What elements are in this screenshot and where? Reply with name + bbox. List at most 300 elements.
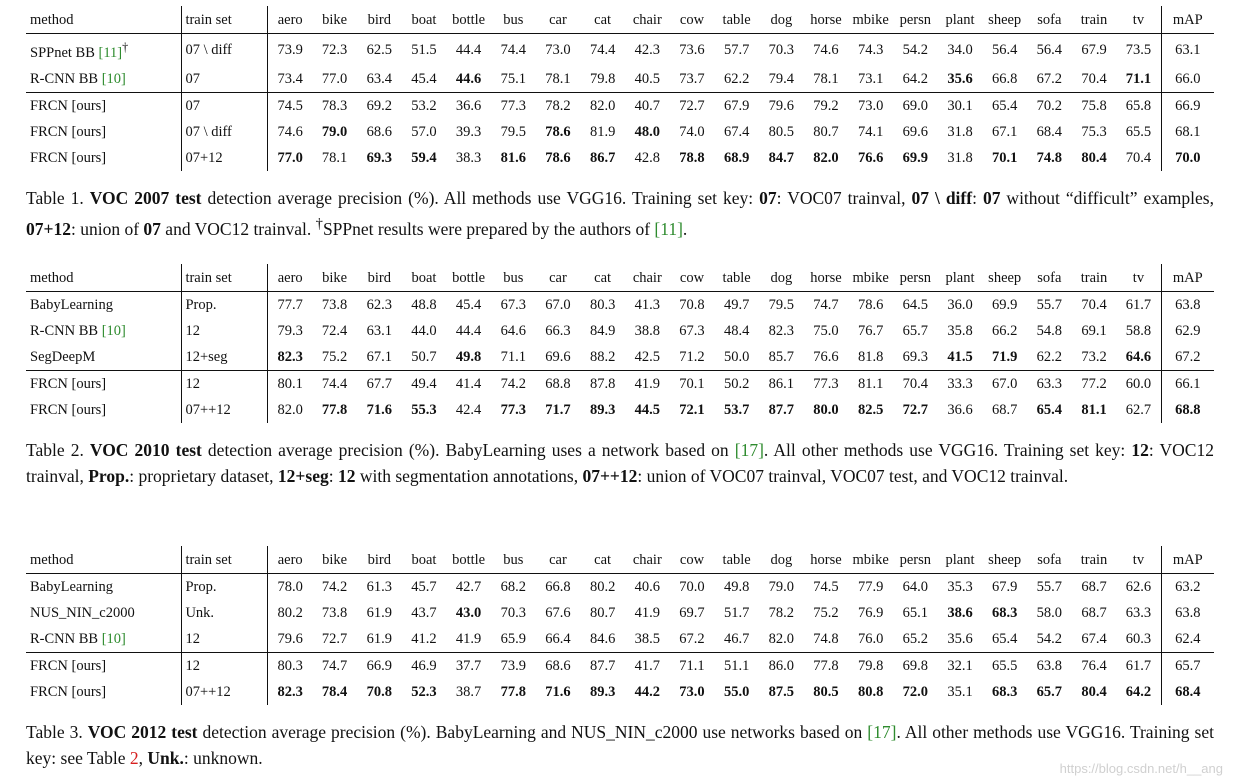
value-cell: 81.1 [1081,402,1107,418]
value-cell: 31.8 [947,123,973,140]
value-cell: 71.1 [670,653,715,680]
value-cell: 67.3 [679,323,705,339]
train-set-cell: 07 [182,66,268,93]
value-cell: 39.3 [455,123,482,140]
value-cell: 87.7 [768,402,794,418]
column-header: cow [670,264,715,292]
value-cell: 41.4 [446,371,491,398]
value-cell: 80.3 [268,653,313,680]
value-cell: 84.9 [589,323,616,339]
value-cell: 66.9 [357,653,402,680]
value-cell: 51.5 [411,41,437,58]
column-header: bike [312,264,357,292]
value-cell: 38.8 [634,323,660,339]
value-cell: 79.6 [759,92,804,119]
value-cell: 74.8 [1036,149,1063,166]
watermark: https://blog.csdn.net/h__ang [1059,761,1223,776]
column-header: aero [268,6,313,34]
citation-link[interactable]: [17] [867,722,897,742]
value-cell: 40.5 [634,70,660,87]
value-cell: 87.5 [768,684,794,700]
value-cell: 56.4 [1036,41,1063,58]
value-cell: 64.2 [902,70,929,87]
value-cell: 77.7 [277,297,303,313]
value-cell: 72.1 [679,402,705,418]
value-cell: 62.4 [1161,626,1214,653]
value-cell: 75.0 [813,323,839,339]
value-cell: 80.2 [277,605,303,621]
value-cell: 72.3 [321,41,348,58]
value-cell: 55.7 [1036,579,1063,595]
value-cell: 38.5 [634,631,660,647]
value-cell: 69.6 [545,349,571,365]
value-cell: 79.0 [321,123,348,140]
value-cell: 37.7 [446,653,491,680]
value-cell: 62.5 [366,41,392,58]
table-2-block [26,264,1214,489]
column-header: bird [357,546,402,574]
value-cell: 74.1 [857,123,884,140]
column-header: tv [1116,264,1161,292]
value-cell: 41.9 [634,605,660,621]
value-cell: 61.7 [1116,653,1161,680]
value-cell: 67.9 [714,92,759,119]
value-cell: 48.0 [634,123,660,140]
value-cell: 74.7 [813,297,839,313]
value-cell: 70.4 [1081,297,1107,313]
value-cell: 73.1 [857,70,884,87]
value-cell: 69.2 [357,92,402,119]
value-cell: 65.1 [902,605,929,621]
table-3 [26,546,1214,705]
value-cell: 44.0 [411,323,437,339]
value-cell: 70.4 [1125,149,1152,166]
train-set-cell: Unk. [182,600,268,626]
value-cell: 35.1 [947,684,973,700]
column-header: bird [357,264,402,292]
value-cell: 80.1 [268,371,313,398]
value-cell: 78.1 [813,70,839,87]
value-cell: 38.6 [947,605,973,621]
column-header: train set [182,546,268,574]
value-cell: 68.7 [1081,579,1107,595]
value-cell: 80.4 [1081,149,1107,166]
value-cell: 44.2 [634,684,660,700]
citation-link[interactable]: [10] [101,70,126,87]
header-row [26,264,1214,292]
value-cell: 49.8 [723,579,750,595]
table-row [26,92,1214,119]
value-cell: 77.0 [277,149,303,166]
value-cell: 78.8 [679,149,705,166]
citation-link[interactable]: [11] [654,218,683,239]
value-cell: 48.8 [411,297,437,313]
value-cell: 70.8 [366,684,392,700]
train-set-cell: 07+12 [182,145,268,171]
value-cell: 49.8 [455,349,482,365]
value-cell: 67.0 [545,297,571,313]
column-header: horse [804,6,849,34]
value-cell: 69.3 [902,349,929,365]
value-cell: 86.7 [589,149,616,166]
header-row [26,6,1214,34]
column-header: bottle [446,6,491,34]
table-1-caption: Table 1. VOC 2007 test detection average precision (%). All methods use VGG16. Training set key: 07: VOC07 trainval, 07 \ diff: 07 without “difficult” examples, 07+12: union of 07 and VOC12 trainval. †SPPnet results were prepared by the authors of [11]. [26,187,1214,239]
value-cell: 67.9 [991,579,1018,595]
column-header: boat [402,6,447,34]
value-cell: 68.7 [1081,605,1107,621]
column-header: sheep [982,6,1027,34]
value-cell: 77.9 [857,579,884,595]
value-cell: 45.7 [411,579,437,595]
value-cell: 75.3 [1081,123,1107,140]
train-set-cell: 12 [182,626,268,653]
value-cell: 64.5 [902,297,929,313]
column-header: cow [670,546,715,574]
value-cell: 64.6 [500,323,526,339]
column-header: bus [491,546,536,574]
value-cell: 77.3 [804,371,849,398]
value-cell: 67.1 [366,349,392,365]
table-row [26,145,1214,171]
column-header: train [1072,6,1117,34]
value-cell: 65.7 [902,323,929,339]
table-row [26,679,1214,705]
column-header: cat [580,6,625,34]
train-set-cell: 07 \ diff [182,119,268,145]
table-row [26,600,1214,626]
value-cell: 65.4 [1036,402,1063,418]
column-header: bus [491,6,536,34]
value-cell: 73.9 [491,653,536,680]
citation-link[interactable]: [10] [101,631,126,647]
value-cell: 49.4 [402,371,447,398]
value-cell: 68.3 [991,605,1018,621]
value-cell: 54.2 [1036,631,1063,647]
value-cell: 75.1 [500,70,526,87]
value-cell: 44.5 [634,402,660,418]
value-cell: 73.4 [277,70,303,87]
value-cell: 69.6 [902,123,929,140]
value-cell: 82.0 [277,402,303,418]
column-header: dog [759,264,804,292]
value-cell: 68.1 [1161,119,1214,145]
train-set-cell: 12 [182,371,268,398]
column-header: bike [312,546,357,574]
column-header: cow [670,6,715,34]
value-cell: 82.0 [813,149,839,166]
value-cell: 77.3 [500,402,526,418]
value-cell: 70.8 [679,297,705,313]
train-set-cell: 12+seg [182,344,268,371]
value-cell: 88.2 [589,349,616,365]
value-cell: 35.6 [947,631,973,647]
value-cell: 62.6 [1125,579,1152,595]
column-header: bus [491,264,536,292]
value-cell: 43.0 [455,605,482,621]
value-cell: 61.9 [366,631,392,647]
table-2-caption: Table 2. VOC 2010 test detection average precision (%). BabyLearning uses a network based on [17]. All other methods use VGG16. Training set key: 12: VOC12 trainval, Prop.: proprietary dataset, 12+seg: 12 with segmentation annotations, 07++12: union of VOC07 trainval, VOC07 test, and VOC12 trainval. [26,440,1214,486]
value-cell: 40.6 [634,579,660,595]
value-cell: 72.4 [321,323,348,339]
value-cell: 71.2 [679,349,705,365]
table-row [26,119,1214,145]
value-cell: 41.9 [625,371,670,398]
value-cell: 78.3 [312,92,357,119]
column-header: dog [759,546,804,574]
value-cell: 67.9 [1081,41,1107,58]
column-header: train set [182,6,268,34]
header-row [26,546,1214,574]
value-cell: 45.4 [411,70,437,87]
value-cell: 56.4 [991,41,1018,58]
method-cell: FRCN [ours] [26,653,182,680]
table-row [26,34,1214,66]
value-cell: 78.6 [545,123,571,140]
value-cell: 80.8 [857,684,884,700]
value-cell: 70.3 [768,41,794,58]
value-cell: 73.2 [1081,349,1107,365]
value-cell: 53.2 [402,92,447,119]
value-cell: 67.3 [500,297,526,313]
value-cell: 79.8 [848,653,893,680]
table-1 [26,6,1214,171]
value-cell: 78.6 [545,149,571,166]
value-cell: 59.4 [411,149,437,166]
value-cell: 36.0 [947,297,973,313]
table-3-block [26,546,1214,771]
value-cell: 74.4 [500,41,526,58]
value-cell: 63.3 [1027,371,1072,398]
value-cell: 73.8 [321,297,348,313]
value-cell: 78.6 [857,297,884,313]
table-1-block [26,6,1214,242]
value-cell: 31.8 [947,149,973,166]
column-header: table [714,6,759,34]
value-cell: 80.7 [589,605,616,621]
column-header: horse [804,264,849,292]
value-cell: 55.3 [411,402,437,418]
value-cell: 52.3 [411,684,437,700]
value-cell: 62.2 [723,70,750,87]
value-cell: 77.8 [500,684,526,700]
value-cell: 87.7 [580,653,625,680]
value-cell: 81.9 [589,123,616,140]
value-cell: 84.7 [768,149,794,166]
value-cell: 86.0 [759,653,804,680]
value-cell: 50.7 [411,349,437,365]
column-header: cat [580,264,625,292]
value-cell: 36.6 [947,402,973,418]
method-cell: FRCN [ours] [26,119,182,145]
value-cell: 73.0 [545,41,571,58]
value-cell: 65.5 [1125,123,1152,140]
column-header: mAP [1161,6,1214,34]
value-cell: 69.9 [902,149,929,166]
table-row [26,574,1214,601]
value-cell: 67.7 [357,371,402,398]
train-set-cell: 07++12 [182,679,268,705]
value-cell: 42.5 [634,349,660,365]
column-header: sheep [982,264,1027,292]
column-header: table [714,264,759,292]
value-cell: 76.7 [857,323,884,339]
train-set-cell: 07 [182,92,268,119]
method-cell: FRCN [ours] [26,679,182,705]
value-cell: 89.3 [589,402,616,418]
train-set-cell: 07 \ diff [182,34,268,66]
value-cell: 51.7 [723,605,750,621]
method-cell: FRCN [ours] [26,145,182,171]
column-header: chair [625,264,670,292]
value-cell: 69.8 [893,653,938,680]
value-cell: 68.8 [536,371,581,398]
value-cell: 79.3 [277,323,303,339]
citation-link[interactable]: [17] [734,440,764,460]
value-cell: 74.2 [321,579,348,595]
value-cell: 78.2 [768,605,794,621]
value-cell: 79.2 [804,92,849,119]
value-cell: 73.9 [277,41,303,58]
value-cell: 44.6 [455,70,482,87]
value-cell: 30.1 [938,92,983,119]
value-cell: 76.6 [813,349,839,365]
value-cell: 65.5 [982,653,1027,680]
value-cell: 66.4 [545,631,571,647]
column-header: mAP [1161,546,1214,574]
column-header: tv [1116,6,1161,34]
value-cell: 51.1 [714,653,759,680]
table-row [26,626,1214,653]
value-cell: 80.3 [589,297,616,313]
value-cell: 65.4 [991,631,1018,647]
column-header: chair [625,546,670,574]
value-cell: 82.5 [857,402,884,418]
value-cell: 69.9 [991,297,1018,313]
value-cell: 50.0 [723,349,750,365]
column-header: method [26,546,182,574]
value-cell: 67.4 [723,123,750,140]
column-header: plant [938,6,983,34]
table-3-caption: Table 3. VOC 2012 test detection average precision (%). BabyLearning and NUS_NIN_c2000 use networks based on [17]. All other methods use VGG16. Training set key: see Table 2, Unk.: unknown. [26,722,1214,768]
column-header: aero [268,546,313,574]
value-cell: 40.7 [625,92,670,119]
value-cell: 69.1 [1081,323,1107,339]
value-cell: 74.7 [312,653,357,680]
method-cell: R-CNN BB [10] [26,626,182,653]
column-header: cat [580,546,625,574]
value-cell: 67.4 [1081,631,1107,647]
citation-link[interactable]: 2 [129,748,139,768]
column-header: boat [402,546,447,574]
value-cell: 74.5 [268,92,313,119]
value-cell: 70.0 [1161,145,1214,171]
value-cell: 86.1 [759,371,804,398]
value-cell: 78.1 [545,70,571,87]
value-cell: 41.7 [625,653,670,680]
value-cell: 55.0 [723,684,750,700]
value-cell: 77.8 [804,653,849,680]
value-cell: 74.6 [813,41,839,58]
column-header: persn [893,6,938,34]
value-cell: 78.0 [277,579,303,595]
value-cell: 41.3 [634,297,660,313]
value-cell: 34.0 [947,41,973,58]
value-cell: 71.1 [1125,70,1152,87]
column-header: method [26,6,182,34]
value-cell: 73.5 [1125,41,1152,58]
value-cell: 77.2 [1072,371,1117,398]
column-header: method [26,264,182,292]
column-header: chair [625,6,670,34]
value-cell: 58.8 [1125,323,1152,339]
value-cell: 75.2 [813,605,839,621]
value-cell: 74.5 [813,579,839,595]
value-cell: 65.2 [902,631,929,647]
value-cell: 68.8 [1161,397,1214,423]
value-cell: 81.6 [500,149,526,166]
value-cell: 63.1 [366,323,392,339]
value-cell: 78.2 [536,92,581,119]
value-cell: 68.9 [723,149,750,166]
value-cell: 44.4 [455,323,482,339]
value-cell: 70.4 [1081,70,1107,87]
method-cell: FRCN [ours] [26,397,182,423]
value-cell: 68.7 [991,402,1018,418]
value-cell: 65.9 [500,631,526,647]
value-cell: 78.1 [321,149,348,166]
value-cell: 76.4 [1072,653,1117,680]
value-cell: 74.0 [679,123,705,140]
method-cell: SegDeepM [26,344,182,371]
value-cell: 72.7 [321,631,348,647]
value-cell: 80.0 [813,402,839,418]
value-cell: 69.0 [893,92,938,119]
value-cell: 35.8 [947,323,973,339]
value-cell: 74.3 [857,41,884,58]
value-cell: 60.0 [1116,371,1161,398]
column-header: sofa [1027,6,1072,34]
citation-link[interactable]: [10] [101,323,126,339]
value-cell: 77.0 [321,70,348,87]
table-row [26,66,1214,93]
column-header: car [536,546,581,574]
value-cell: 43.7 [411,605,437,621]
table-row [26,371,1214,398]
train-set-cell: Prop. [182,574,268,601]
value-cell: 70.0 [679,579,705,595]
column-header: persn [893,546,938,574]
value-cell: 68.6 [536,653,581,680]
column-header: plant [938,546,983,574]
column-header: sofa [1027,546,1072,574]
value-cell: 89.3 [589,684,616,700]
value-cell: 72.0 [902,684,929,700]
citation-link[interactable]: [11] [98,44,123,61]
value-cell: 70.2 [1027,92,1072,119]
value-cell: 41.9 [455,631,482,647]
value-cell: 79.4 [768,70,794,87]
value-cell: 68.4 [1161,679,1214,705]
value-cell: 80.2 [589,579,616,595]
value-cell: 63.2 [1161,574,1214,601]
value-cell: 61.3 [366,579,392,595]
value-cell: 66.8 [991,70,1018,87]
value-cell: 81.1 [848,371,893,398]
value-cell: 70.4 [893,371,938,398]
value-cell: 46.9 [402,653,447,680]
value-cell: 35.6 [947,70,973,87]
